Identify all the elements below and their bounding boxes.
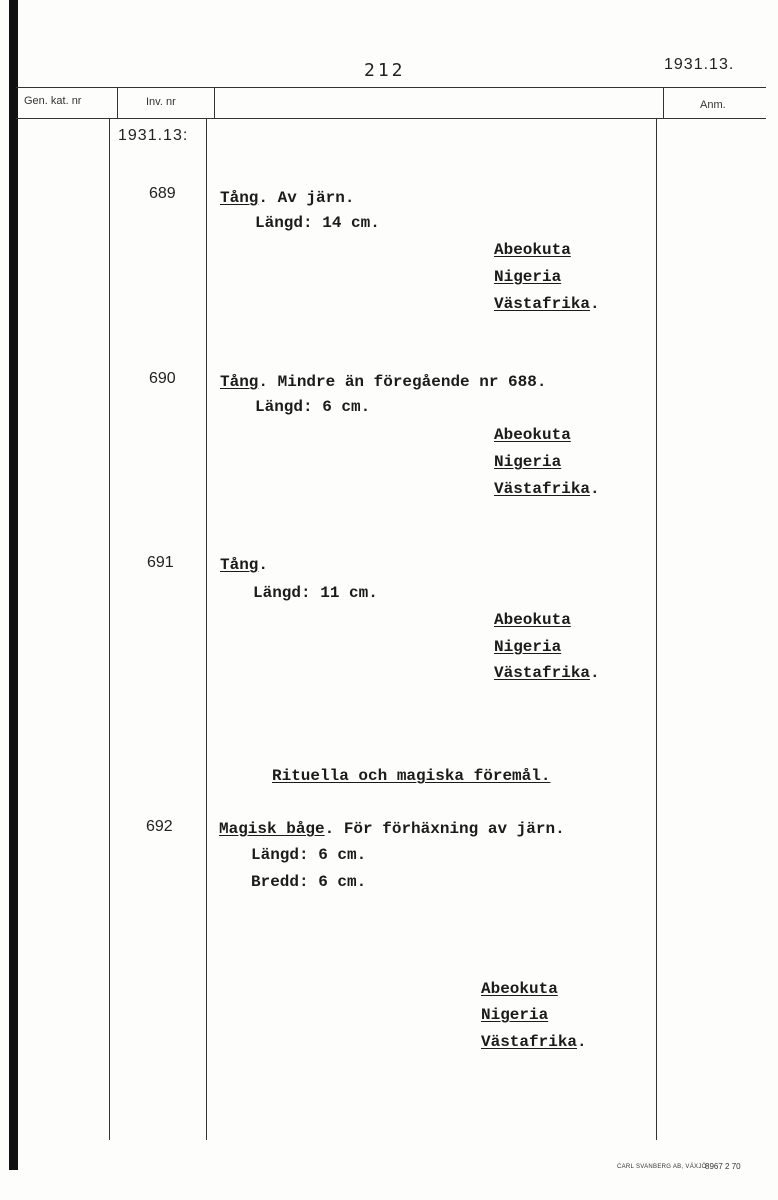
entry-description bbox=[220, 556, 268, 574]
inventory-number: 689 bbox=[149, 185, 176, 202]
accession-header: 1931.13. bbox=[664, 56, 735, 73]
place-city: Abeokuta bbox=[494, 426, 571, 444]
entry-description-text: . Mindre än föregående nr 688. bbox=[258, 373, 547, 391]
place-city: Abeokuta bbox=[481, 980, 558, 998]
page-number: 212 bbox=[364, 60, 406, 81]
column-header-gen-kat: Gen. kat. nr bbox=[24, 95, 82, 107]
column-rule-1 bbox=[109, 119, 110, 1140]
place-region-line bbox=[494, 295, 600, 313]
entry-description bbox=[220, 189, 354, 207]
entry-description-text: . För förhäxning av järn. bbox=[324, 820, 565, 838]
entry-description-text: . bbox=[258, 556, 269, 574]
header-top-rule bbox=[16, 87, 766, 88]
place-city: Abeokuta bbox=[494, 241, 571, 259]
entry-length: Längd: 14 cm. bbox=[255, 214, 380, 232]
entry-width: Bredd: 6 cm. bbox=[251, 873, 367, 891]
place-city: Abeokuta bbox=[494, 611, 571, 629]
place-region-end: . bbox=[590, 295, 600, 313]
inventory-number: 690 bbox=[149, 370, 176, 387]
entry-title: Tång bbox=[220, 556, 259, 574]
place-region: Västafrika bbox=[494, 480, 591, 498]
column-rule-3 bbox=[656, 119, 657, 1140]
inventory-number: 692 bbox=[146, 818, 173, 835]
place-region: Västafrika bbox=[481, 1033, 578, 1051]
place-country: Nigeria bbox=[494, 268, 562, 286]
place-region-line bbox=[494, 664, 600, 682]
entry-title: Tång bbox=[220, 373, 259, 391]
printer-imprint: CARL SVANBERG AB, VÄXJÖ bbox=[617, 1164, 707, 1170]
entry-length: Längd: 6 cm. bbox=[255, 398, 371, 416]
section-heading: Rituella och magiska föremål. bbox=[272, 767, 551, 785]
entry-description bbox=[219, 820, 565, 838]
column-header-anm: Anm. bbox=[700, 99, 726, 111]
form-number: 8967 2 70 bbox=[705, 1162, 741, 1171]
entry-title: Tång bbox=[220, 189, 259, 207]
entry-title: Magisk båge bbox=[219, 820, 325, 838]
place-country: Nigeria bbox=[494, 638, 562, 656]
entry-length: Längd: 11 cm. bbox=[253, 584, 378, 602]
header-divider-3 bbox=[663, 88, 664, 118]
header-divider-2 bbox=[214, 88, 215, 118]
header-bottom-rule bbox=[16, 118, 766, 119]
entry-length: Längd: 6 cm. bbox=[251, 846, 367, 864]
place-country: Nigeria bbox=[481, 1006, 549, 1024]
place-country: Nigeria bbox=[494, 453, 562, 471]
place-region-end: . bbox=[577, 1033, 587, 1051]
row-accession-stamp: 1931.13: bbox=[118, 127, 189, 144]
entry-description bbox=[220, 373, 546, 391]
header-divider-1 bbox=[117, 88, 118, 118]
place-region-line bbox=[494, 480, 600, 498]
place-region-end: . bbox=[590, 664, 600, 682]
column-header-inv: Inv. nr bbox=[146, 96, 176, 108]
entry-description-text: . Av järn. bbox=[258, 189, 355, 207]
inventory-number: 691 bbox=[147, 554, 174, 571]
place-region: Västafrika bbox=[494, 664, 591, 682]
place-region: Västafrika bbox=[494, 295, 591, 313]
place-region-end: . bbox=[590, 480, 600, 498]
column-rule-2 bbox=[206, 119, 207, 1140]
page-edge-shadow bbox=[9, 0, 18, 1170]
place-region-line bbox=[481, 1033, 587, 1051]
